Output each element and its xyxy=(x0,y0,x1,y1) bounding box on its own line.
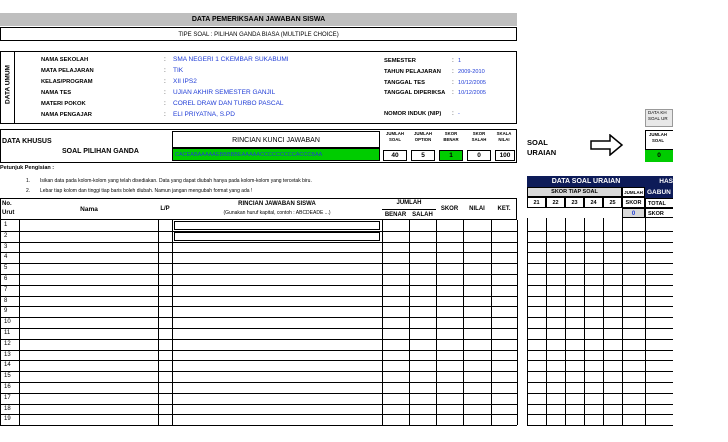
right-jumlah-soal-header: JUMLAH SOAL xyxy=(649,132,667,143)
name-cell[interactable] xyxy=(19,393,158,404)
grid-row-line xyxy=(527,274,673,275)
field-value[interactable]: SMA NEGERI 1 CKEMBAR SUKABUMI xyxy=(173,56,289,63)
field-colon: : xyxy=(452,89,454,96)
ket-header: KET. xyxy=(497,206,511,212)
grid-col-line xyxy=(0,220,1,425)
grid-col-line xyxy=(584,218,585,425)
grid-row-line xyxy=(527,350,673,351)
grid-col-line xyxy=(436,220,437,425)
uraian-col-header: 25 xyxy=(603,197,622,208)
answer-cell[interactable] xyxy=(174,297,380,306)
lp-cell[interactable] xyxy=(158,414,172,425)
row-number: 9 xyxy=(4,308,8,315)
field-value[interactable]: 10/12/2005 xyxy=(458,90,486,96)
skor-benar-header: SKOR BENAR xyxy=(443,131,459,142)
grid-row-line xyxy=(527,382,673,383)
lp-cell[interactable] xyxy=(158,382,172,393)
lp-cell[interactable] xyxy=(158,339,172,350)
row-number: 7 xyxy=(4,286,8,293)
grid-col-line xyxy=(546,218,547,425)
field-label: MATA PELAJARAN xyxy=(41,68,94,74)
grid-col-line xyxy=(527,218,528,425)
jumlah-soal-header: JUMLAH SOAL xyxy=(386,131,404,142)
answer-cell[interactable] xyxy=(174,253,380,262)
name-cell[interactable] xyxy=(19,296,158,307)
grid-col-line xyxy=(491,220,492,425)
benar-header: BENAR xyxy=(382,209,409,220)
grid-row-line xyxy=(527,285,673,286)
answer-cell[interactable] xyxy=(174,329,380,338)
field-label: KELAS/PROGRAM xyxy=(41,79,93,85)
total-skor-header: SKOR xyxy=(645,208,673,218)
field-colon: : xyxy=(164,100,166,107)
field-label: TAHUN PELAJARAN xyxy=(384,69,441,75)
jumlah-option-header: JUMLAH OPTION xyxy=(414,131,432,142)
grid-col-line xyxy=(382,220,383,425)
field-value[interactable]: 2009-2010 xyxy=(458,69,485,75)
gabungan-header: GABUN xyxy=(645,187,673,198)
page-title: DATA PEMERIKSAAN JAWABAN SISWA xyxy=(0,13,517,26)
rincian-jawaban-header: RINCIAN JAWABAN SISWA xyxy=(238,201,316,207)
name-cell[interactable] xyxy=(19,360,158,371)
name-cell[interactable] xyxy=(19,404,158,415)
name-cell[interactable] xyxy=(19,371,158,382)
name-cell[interactable] xyxy=(19,274,158,285)
lp-cell[interactable] xyxy=(158,263,172,274)
soal-pilihan-ganda-label: SOAL PILIHAN GANDA xyxy=(62,148,139,155)
rincian-kunci-header: RINCIAN KUNCI JAWABAN xyxy=(172,131,380,148)
name-cell[interactable] xyxy=(19,328,158,339)
field-label: TANGGAL DIPERIKSA xyxy=(384,90,446,96)
field-label: SEMESTER xyxy=(384,58,416,64)
petunjuk-text: Lebar tiap kolom dan tinggi tiap baris boleh diubah. Namun jangan mengubah format yang ada ! xyxy=(40,188,253,194)
answer-cell[interactable] xyxy=(174,351,380,360)
grid-row-line xyxy=(527,404,673,405)
grid-row-line xyxy=(527,263,673,264)
answer-cell[interactable] xyxy=(174,275,380,284)
data-soal-uraian-header: DATA SOAL URAIAN xyxy=(527,176,645,187)
petunjuk-text: Isikan data pada kolom-kolom yang telah disediakan. Data yang dapat diubah hanya pada kolom-kolom yang tercetak biru. xyxy=(40,178,312,184)
answer-cell[interactable] xyxy=(174,318,380,327)
answer-cell[interactable] xyxy=(174,286,380,295)
grid-col-line xyxy=(645,218,646,425)
lp-cell[interactable] xyxy=(158,242,172,253)
answer-cell[interactable] xyxy=(174,340,380,349)
uraian-col-header: 23 xyxy=(565,197,584,208)
lp-cell[interactable] xyxy=(158,371,172,382)
field-value[interactable]: 1 xyxy=(458,58,462,64)
field-label: NAMA PENGAJAR xyxy=(41,112,92,118)
field-label: NAMA SEKOLAH xyxy=(41,57,89,63)
name-cell[interactable] xyxy=(19,285,158,296)
row-number: 8 xyxy=(4,297,8,304)
kunci-jawaban-input[interactable]: CACEABAAAAAEBBBBBEAAAAACCCCCCCCCACCCBAA xyxy=(172,148,380,161)
name-cell[interactable] xyxy=(19,263,158,274)
lp-cell[interactable] xyxy=(158,393,172,404)
field-value[interactable]: UJIAN AKHIR SEMESTER GANJIL xyxy=(173,89,276,96)
name-cell[interactable] xyxy=(19,350,158,361)
grid-row-line xyxy=(527,252,673,253)
grid-col-line xyxy=(409,220,410,425)
field-value[interactable]: ELI PRIYATNA, S.PD xyxy=(173,111,235,118)
field-label: TANGGAL TES xyxy=(384,80,426,86)
name-cell[interactable] xyxy=(19,382,158,393)
skor-header: SKOR xyxy=(440,206,459,212)
grid-row-line xyxy=(527,393,673,394)
field-value[interactable]: TIK xyxy=(173,67,184,74)
row-number: 3 xyxy=(4,243,8,250)
grid-row-line xyxy=(527,360,673,361)
answer-cell[interactable] xyxy=(174,415,380,424)
row-number: 17 xyxy=(4,394,11,401)
lp-cell[interactable] xyxy=(158,220,172,231)
urut-header: Urut xyxy=(2,210,15,216)
skala-nilai-value[interactable]: 100 xyxy=(495,150,515,161)
grid-row-line xyxy=(527,328,673,329)
nip-value[interactable]: - xyxy=(458,111,460,117)
total-header: TOTAL xyxy=(645,198,673,208)
field-colon: : xyxy=(452,79,454,86)
row-number: 13 xyxy=(4,351,11,358)
row-number: 18 xyxy=(4,405,11,412)
row-number: 6 xyxy=(4,276,8,282)
nip-label: NOMOR INDUK (NIP) xyxy=(384,111,442,117)
row-number: 5 xyxy=(4,265,8,272)
answer-cell[interactable] xyxy=(174,405,380,414)
field-colon: : xyxy=(452,68,454,75)
grid-col-line xyxy=(517,220,518,425)
lp-cell[interactable] xyxy=(158,328,172,339)
name-cell[interactable] xyxy=(19,414,158,425)
name-cell[interactable] xyxy=(19,242,158,253)
field-value[interactable]: 10/12/2005 xyxy=(458,80,486,86)
answer-cell[interactable] xyxy=(174,221,380,230)
nilai-header: NILAI xyxy=(469,206,485,212)
answer-cell[interactable] xyxy=(174,383,380,392)
lp-cell[interactable] xyxy=(158,285,172,296)
row-number: 1 xyxy=(4,222,8,228)
grid-col-line xyxy=(603,218,604,425)
answer-cell[interactable] xyxy=(174,361,380,370)
answer-cell[interactable] xyxy=(174,232,380,241)
row-number: 11 xyxy=(4,330,11,336)
answer-cell[interactable] xyxy=(174,372,380,381)
petunjuk-num: 1. xyxy=(26,178,31,184)
skor-salah-header: SKOR SALAH xyxy=(471,131,487,142)
grid-row-line xyxy=(527,317,673,318)
row-number: 14 xyxy=(4,362,11,369)
row-number: 2 xyxy=(4,232,8,239)
grid-col-line xyxy=(565,218,566,425)
grid-row-line xyxy=(527,231,673,232)
field-label: NAMA TES xyxy=(41,90,72,96)
row-number: 16 xyxy=(4,384,11,390)
lp-cell[interactable] xyxy=(158,306,172,317)
grid-row-line xyxy=(0,425,517,426)
nama-header: Nama xyxy=(80,206,98,213)
skala-nilai-header: SKALA NILAI xyxy=(496,131,512,142)
lp-cell[interactable] xyxy=(158,296,172,307)
name-cell[interactable] xyxy=(19,306,158,317)
field-colon: : xyxy=(452,57,454,64)
skor-tiap-soal-header: SKOR TIAP SOAL xyxy=(527,187,622,197)
grid-col-line xyxy=(172,220,173,425)
petunjuk-num: 2. xyxy=(26,188,31,194)
answer-cell[interactable] xyxy=(174,264,380,273)
arrow-right-icon xyxy=(590,134,624,156)
hasil-header: HAS xyxy=(645,176,673,187)
skor-benar-value[interactable]: 1 xyxy=(439,150,463,161)
name-cell[interactable] xyxy=(19,317,158,328)
grid-row-line xyxy=(527,306,673,307)
field-colon: : xyxy=(164,67,166,74)
salah-header: SALAH xyxy=(409,209,436,220)
answer-cell[interactable] xyxy=(174,243,380,252)
lp-cell[interactable] xyxy=(158,360,172,371)
no-header: No. xyxy=(2,201,12,207)
jumlah-uraian-header: JUMLAH xyxy=(622,187,645,197)
jumlah-soal-value[interactable]: 40 xyxy=(383,150,407,161)
lp-cell[interactable] xyxy=(158,252,172,263)
data-umum-label: DATA UMUM xyxy=(1,51,15,123)
jumlah-header: JUMLAH xyxy=(396,200,422,206)
row-number: 12 xyxy=(4,340,11,347)
uraian-skor-header: SKOR xyxy=(622,197,645,208)
grid-row-line xyxy=(527,425,673,426)
answer-cell[interactable] xyxy=(174,307,380,316)
data-khusus-label: DATA KHUSUS xyxy=(2,138,52,145)
jumlah-option-value[interactable]: 5 xyxy=(411,150,435,161)
grid-row-line xyxy=(527,242,673,243)
name-cell[interactable] xyxy=(19,220,158,231)
grid-col-line xyxy=(622,218,623,425)
row-number: 19 xyxy=(4,416,11,423)
lp-cell[interactable] xyxy=(158,231,172,242)
soal-uraian-label: SOAL URAIAN xyxy=(527,138,557,157)
lp-cell[interactable] xyxy=(158,317,172,328)
lp-cell[interactable] xyxy=(158,350,172,361)
grid-row-line xyxy=(527,339,673,340)
field-value[interactable]: XII IPS2 xyxy=(173,78,197,85)
row-number: 4 xyxy=(4,254,8,261)
lp-header: L/P xyxy=(160,206,170,212)
uraian-col-header: 21 xyxy=(527,197,546,208)
grid-row-line xyxy=(527,371,673,372)
field-colon: : xyxy=(164,89,166,96)
grid-row-line xyxy=(527,296,673,297)
name-cell[interactable] xyxy=(19,252,158,263)
grid-row-line xyxy=(527,414,673,415)
uraian-col-header: 22 xyxy=(546,197,565,208)
field-colon: : xyxy=(164,111,166,118)
uraian-col-header: 24 xyxy=(584,197,603,208)
answer-cell[interactable] xyxy=(174,394,380,403)
name-cell[interactable] xyxy=(19,231,158,242)
data-khusus-uraian-note: DATA KH SOAL UR xyxy=(645,109,673,127)
grid-col-line xyxy=(463,220,464,425)
field-colon: : xyxy=(164,56,166,63)
row-number: 10 xyxy=(4,319,11,326)
field-colon: : xyxy=(164,78,166,85)
field-value[interactable]: COREL DRAW DAN TURBO PASCAL xyxy=(173,100,284,107)
lp-cell[interactable] xyxy=(158,404,172,415)
petunjuk-title: Petunjuk Pengisian : xyxy=(0,165,55,171)
subtitle: TIPE SOAL : PILIHAN GANDA BIASA (MULTIPLE CHOICE) xyxy=(0,27,517,41)
skor-salah-value[interactable]: 0 xyxy=(467,150,491,161)
field-label: MATERI POKOK xyxy=(41,101,86,107)
right-jumlah-soal-value[interactable]: 0 xyxy=(645,150,673,162)
name-cell[interactable] xyxy=(19,339,158,350)
lp-cell[interactable] xyxy=(158,274,172,285)
row-number: 15 xyxy=(4,373,11,380)
uraian-skor-value: 0 xyxy=(622,208,645,218)
rincian-jawaban-note: (Gunakan huruf kapital, contoh : ABCDEADE ...) xyxy=(223,210,331,216)
nip-colon: : xyxy=(452,110,454,117)
